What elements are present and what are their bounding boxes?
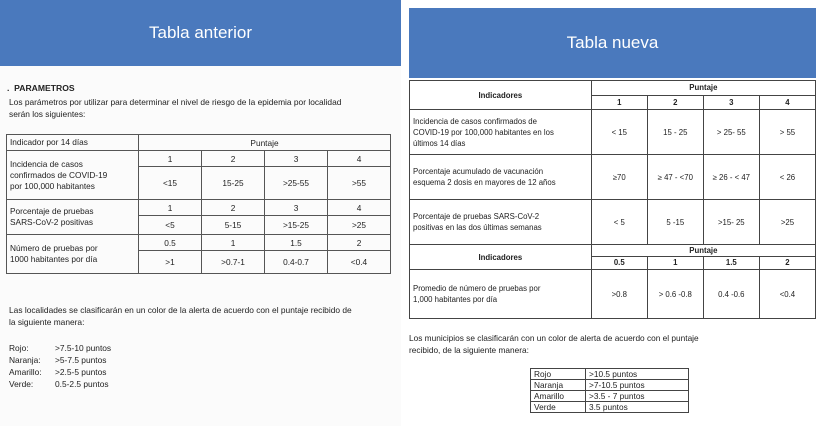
left-document (0, 66, 401, 426)
table-cell: 0.5 (139, 235, 202, 251)
table-cell: >7-10.5 puntos (586, 380, 689, 391)
table-cell: 3 (265, 200, 328, 216)
left-banner (0, 0, 401, 66)
cell-line: Promedio de número de pruebas por (413, 284, 541, 293)
table-cell: >15-25 (265, 216, 328, 235)
cell-line: Incidencia de casos confirmados de (413, 116, 537, 126)
table-cell: Puntaje (591, 81, 815, 96)
table-cell: 1.5 (703, 256, 759, 269)
right-outro (409, 332, 813, 356)
table-cell: 2 (647, 95, 703, 110)
table-cell: 0.5 (591, 256, 647, 269)
cell-line: positivas en las dos últimas semanas (413, 223, 542, 232)
left-banner-title: Tabla anterior (148, 23, 252, 42)
table-row (410, 245, 816, 257)
table-cell: > 0.6 -0.8 (647, 270, 703, 319)
heading-text: PARAMETROS (14, 83, 75, 93)
table-cell: < 15 (591, 110, 647, 155)
cell-line: SARS-CoV-2 positivas (10, 217, 94, 227)
table-cell: 1 (591, 95, 647, 110)
legend-color: Rojo: (9, 343, 29, 353)
table-cell: >0.8 (591, 270, 647, 319)
cell-line: esquema 2 dosis en mayores de 12 años (413, 178, 556, 187)
left-outro-line-2: la siguiente manera: (9, 317, 85, 327)
left-intro-line-1: Los parámetros por utilizar para determinar el nivel de riesgo de la epidemia por localidad (9, 97, 342, 107)
table-row (7, 200, 391, 216)
legend-color: Naranja: (9, 355, 41, 365)
table-cell: < 5 (591, 200, 647, 245)
table-cell (410, 200, 592, 245)
table-cell: < 26 (759, 155, 815, 200)
table-cell: 1 (139, 200, 202, 216)
table-cell: >25-55 (265, 167, 328, 200)
table-cell: 1 (202, 235, 265, 251)
table-cell: ≥ 47 - <70 (647, 155, 703, 200)
table-cell: <5 (139, 216, 202, 235)
table-cell: 15 - 25 (647, 110, 703, 155)
legend-range: >7.5-10 puntos (55, 343, 112, 353)
table-cell: > 55 (759, 110, 815, 155)
cell-line: Porcentaje de pruebas (10, 206, 94, 216)
table-cell: <0.4 (328, 251, 391, 274)
table-cell: >25 (759, 200, 815, 245)
cell-line: confirmados de COVID-19 (10, 169, 108, 180)
cell-line: Porcentaje acumulado de vacunación (413, 167, 544, 176)
legend-range: >5-7.5 puntos (55, 355, 107, 365)
table-cell: 0.4 -0.6 (703, 270, 759, 319)
right-document (409, 78, 816, 426)
legend-range: 0.5-2.5 puntos (55, 379, 109, 389)
cell-line: últimos 14 días (413, 138, 466, 148)
table-cell (7, 200, 139, 235)
right-outro-line-2: recibido, de la siguiente manera: (409, 345, 529, 355)
table-cell: Indicadores (410, 81, 592, 110)
table-cell: ≥70 (591, 155, 647, 200)
table-cell: 3 (265, 151, 328, 167)
table-cell: 2 (759, 256, 815, 269)
table-cell: >3.5 - 7 puntos (586, 391, 689, 402)
table-cell: 3.5 puntos (586, 402, 689, 413)
cell-line: Incidencia de casos (10, 158, 83, 169)
table-cell: Rojo (531, 369, 586, 380)
legend-color: Verde: (9, 379, 34, 389)
table-cell (410, 155, 592, 200)
table-cell: 4 (759, 95, 815, 110)
table-cell (410, 270, 592, 319)
table-row (410, 110, 816, 155)
table-cell: 5 -15 (647, 200, 703, 245)
table-cell: ≥ 26 - < 47 (703, 155, 759, 200)
left-intro-line-2: serán los siguientes: (9, 109, 86, 119)
right-banner (409, 8, 816, 78)
table-cell: 1 (139, 151, 202, 167)
table-row (410, 200, 816, 245)
table-cell: 4 (328, 200, 391, 216)
heading-bullet: . (7, 83, 10, 93)
table-cell: > 25- 55 (703, 110, 759, 155)
table-cell: Indicadores (410, 245, 592, 270)
table-cell: >1 (139, 251, 202, 274)
table-row (410, 81, 816, 96)
legend-color: Amarillo: (9, 367, 42, 377)
table-cell: Naranja (531, 380, 586, 391)
cell-line: 1,000 habitantes por día (413, 295, 498, 304)
table-cell: <0.4 (759, 270, 815, 319)
table-row (7, 135, 391, 151)
panel-divider (401, 0, 409, 426)
right-outro-line-1: Los municipios se clasificarán con un color de alerta de acuerdo con el puntaje (409, 333, 699, 343)
list-item (9, 366, 111, 378)
table-cell (7, 235, 139, 274)
table-cell: <15 (139, 167, 202, 200)
right-indicators-table (409, 80, 816, 319)
table-cell: 1 (647, 256, 703, 269)
table-cell: 2 (328, 235, 391, 251)
table-cell: 2 (202, 151, 265, 167)
table-cell (7, 151, 139, 200)
cell-line: Número de pruebas por (10, 243, 98, 253)
table-row (7, 151, 391, 167)
table-cell: Amarillo (531, 391, 586, 402)
list-item (9, 342, 111, 354)
table-cell: 4 (328, 151, 391, 167)
table-cell: >15- 25 (703, 200, 759, 245)
right-banner-title: Tabla nueva (566, 33, 659, 52)
table-row (531, 369, 689, 380)
table-cell: Verde (531, 402, 586, 413)
left-outro-line-1: Las localidades se clasificarán en un color de la alerta de acuerdo con el puntaje recibido de (9, 305, 352, 315)
right-legend-table (530, 368, 689, 413)
table-cell: >10.5 puntos (586, 369, 689, 380)
cell-line: Porcentaje de pruebas SARS-CoV-2 (413, 212, 540, 221)
table-cell: Puntaje (139, 135, 391, 151)
list-item (9, 354, 111, 366)
list-item (9, 378, 111, 390)
table-row (410, 270, 816, 319)
left-parameters-table (6, 134, 391, 274)
table-cell: >0.7-1 (202, 251, 265, 274)
cell-line: 1000 habitantes por día (10, 254, 98, 264)
table-cell: >55 (328, 167, 391, 200)
table-cell: 3 (703, 95, 759, 110)
table-cell: 2 (202, 200, 265, 216)
table-cell: 15-25 (202, 167, 265, 200)
table-cell: 5-15 (202, 216, 265, 235)
left-outro (9, 304, 401, 328)
table-row (531, 402, 689, 413)
table-cell: 1.5 (265, 235, 328, 251)
cell-line: COVID-19 por 100,000 habitantes en los (413, 127, 554, 137)
legend-range: >2.5-5 puntos (55, 367, 107, 377)
table-cell: Puntaje (591, 245, 815, 257)
parametros-heading (7, 83, 75, 93)
table-cell (410, 110, 592, 155)
table-cell: >25 (328, 216, 391, 235)
left-intro (9, 96, 401, 120)
table-row (531, 380, 689, 391)
table-row (531, 391, 689, 402)
table-cell: Indicador por 14 días (7, 135, 139, 151)
table-row (410, 155, 816, 200)
cell-line: por 100,000 habitantes (10, 180, 95, 191)
left-legend (9, 342, 111, 390)
table-row (7, 235, 391, 251)
table-cell: 0.4-0.7 (265, 251, 328, 274)
